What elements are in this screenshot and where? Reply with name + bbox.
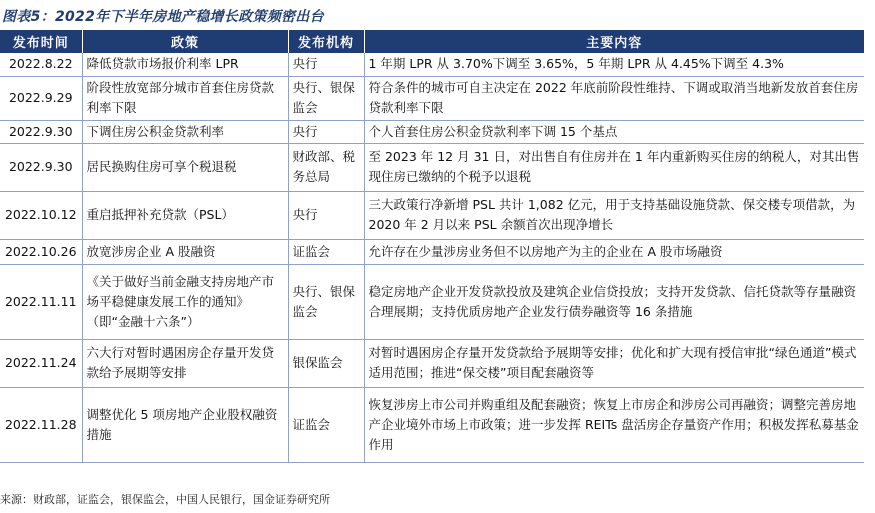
- row-policy: 阶段性放宽部分城市首套住房贷款利率下限: [82, 76, 288, 120]
- table-row: [0, 339, 864, 387]
- row-agency: 央行: [288, 53, 364, 76]
- row-content: 符合条件的城市可自主决定在 2022 年底前阶段性维持、下调或取消当地新发放首套住房贷款利率下限: [364, 76, 864, 120]
- row-content: 个人首套住房公积金贷款利率下调 15 个基点: [364, 120, 864, 143]
- table-row: [0, 76, 864, 120]
- row-agency: 央行、银保监会: [288, 76, 364, 120]
- table-row: [0, 143, 864, 191]
- table-row: [0, 120, 864, 143]
- row-date: 2022.11.24: [0, 339, 82, 387]
- header-content: 主要内容: [364, 30, 864, 53]
- header-agency: 发布机构: [288, 30, 364, 53]
- source-note: 来源：财政部，证监会，银保监会，中国人民银行，国金证券研究所: [0, 493, 330, 506]
- row-agency: 央行: [288, 120, 364, 143]
- row-date: 2022.8.22: [0, 53, 82, 76]
- row-policy: 《关于做好当前金融支持房地产市场平稳健康发展工作的通知》（即“金融十六条”）: [82, 264, 288, 339]
- row-policy: 重启抵押补充贷款（PSL）: [82, 191, 288, 239]
- row-date: 2022.9.30: [0, 143, 82, 191]
- table-row: [0, 191, 864, 239]
- table-row: [0, 239, 864, 264]
- row-content: 允许存在少量涉房业务但不以房地产为主的企业在 A 股市场融资: [364, 239, 864, 264]
- row-policy: 下调住房公积金贷款利率: [82, 120, 288, 143]
- row-policy: 六大行对暂时遇困房企存量开发贷款给予展期等安排: [82, 339, 288, 387]
- row-content: 恢复涉房上市公司并购重组及配套融资；恢复上市房企和涉房公司再融资；调整完善房地产企业境外市场上市政策；进一步发挥 REITs 盘活房企存量资产作用；积极发挥私募基金作用: [364, 387, 864, 462]
- header-policy: 政策: [82, 30, 288, 53]
- row-date: 2022.10.12: [0, 191, 82, 239]
- header-date: 发布时间: [0, 30, 82, 53]
- row-content: 三大政策行净新增 PSL 共计 1,082 亿元，用于支持基础设施贷款、保交楼专项借款，为 2020 年 2 月以来 PSL 余额首次出现净增长: [364, 191, 864, 239]
- row-policy: 放宽涉房企业 A 股融资: [82, 239, 288, 264]
- table-row: [0, 53, 864, 76]
- row-date: 2022.9.29: [0, 76, 82, 120]
- row-agency: 央行、银保监会: [288, 264, 364, 339]
- table-row: [0, 264, 864, 339]
- policy-table: [0, 30, 864, 463]
- row-content: 对暂时遇困房企存量开发贷款给予展期等安排；优化和扩大现有授信审批“绿色通道”模式适用范围；推进“保交楼”项目配套融资等: [364, 339, 864, 387]
- row-policy: 降低贷款市场报价利率 LPR: [82, 53, 288, 76]
- table-row: [0, 387, 864, 462]
- row-date: 2022.9.30: [0, 120, 82, 143]
- table-header-row: [0, 30, 864, 53]
- row-date: 2022.11.28: [0, 387, 82, 462]
- row-agency: 财政部、税务总局: [288, 143, 364, 191]
- row-policy: 调整优化 5 项房地产企业股权融资措施: [82, 387, 288, 462]
- row-agency: 银保监会: [288, 339, 364, 387]
- row-agency: 证监会: [288, 239, 364, 264]
- row-content: 稳定房地产企业开发贷款投放及建筑企业信贷投放；支持开发贷款、信托贷款等存量融资合理展期；支持优质房地产企业发行债券融资等 16 条措施: [364, 264, 864, 339]
- row-date: 2022.10.26: [0, 239, 82, 264]
- figure-title: 图表5：2022年下半年房地产稳增长政策频密出台: [2, 9, 324, 25]
- row-content: 至 2023 年 12 月 31 日，对出售自有住房并在 1 年内重新购买住房的纳税人，对其出售现住房已缴纳的个税予以退税: [364, 143, 864, 191]
- row-agency: 央行: [288, 191, 364, 239]
- row-policy: 居民换购住房可享个税退税: [82, 143, 288, 191]
- row-agency: 证监会: [288, 387, 364, 462]
- row-content: 1 年期 LPR 从 3.70%下调至 3.65%，5 年期 LPR 从 4.45%下调至 4.3%: [364, 53, 864, 76]
- row-date: 2022.11.11: [0, 264, 82, 339]
